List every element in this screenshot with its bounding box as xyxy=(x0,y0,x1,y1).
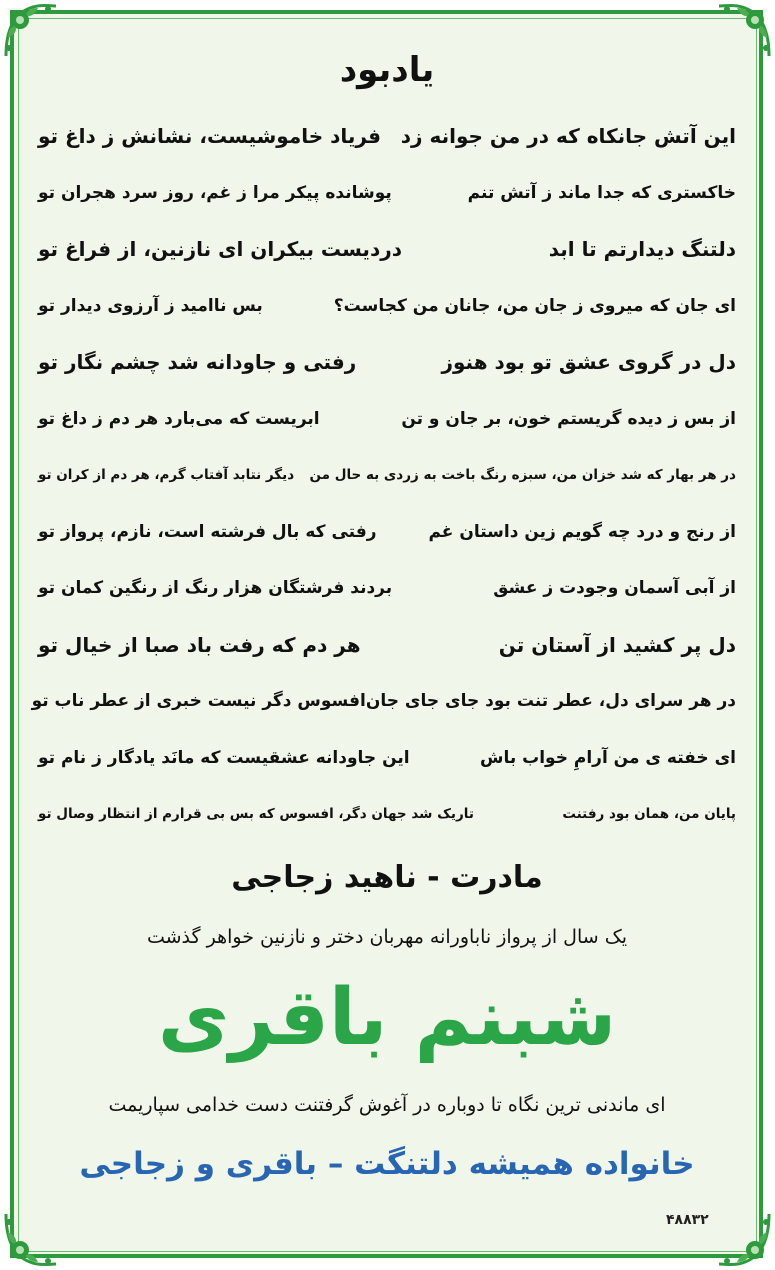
verse xyxy=(38,391,736,448)
verse xyxy=(31,673,736,730)
verse xyxy=(38,334,736,391)
verse-second-hemistich: بس ناامید ز آرزوی دیدار تو xyxy=(38,295,263,316)
verse-first-hemistich: دلتنگ دیدارتم تا ابد xyxy=(548,237,736,262)
notice-title: یادبود xyxy=(339,50,435,90)
verse-second-hemistich: این جاودانه عشقیست که مانَد یادگار ز نام تو xyxy=(38,747,410,768)
anniversary-line: یک سال از پرواز ناباورانه مهربان دختر و نازنین خواهر گذشت xyxy=(146,926,628,948)
mother-signature: مادرت - ناهید زجاجی xyxy=(231,860,543,895)
verse xyxy=(38,278,736,335)
verse-first-hemistich: در هر بهار که شد خزان من، سبزه رنگ باخت به زردی به حال من xyxy=(309,467,736,484)
verse-first-hemistich: پایان من، همان بود رفتنت xyxy=(562,806,736,823)
notice-content xyxy=(31,0,736,1270)
verse xyxy=(38,504,736,561)
verse xyxy=(38,108,736,165)
farewell-line: ای ماندنی ترین نگاه تا دوباره در آغوش گرفتنت دست خدامی سپاریمت xyxy=(108,1094,666,1116)
verse-second-hemistich: هر دم که رفت باد صبا از خیال تو xyxy=(38,632,361,657)
verse-second-hemistich: فریاد خاموشیست، نشانش ز داغ تو xyxy=(38,124,381,149)
verse-first-hemistich: ای خفته ی من آرامِ خواب باش xyxy=(479,747,736,768)
verse-first-hemistich: در هر سرای دل، عطر تنت بود جای جای جان xyxy=(365,691,736,712)
verse-second-hemistich: پوشانده پیکر مرا ز غم، روز سرد هجران تو xyxy=(38,182,392,203)
verse-first-hemistich: از آبی آسمان وجودت ز عشق xyxy=(493,578,736,599)
family-signature: خانواده همیشه دلتنگت – باقری و زجاجی xyxy=(79,1146,695,1182)
verse-first-hemistich: دل در گروی عشق تو بود هنوز xyxy=(441,350,736,375)
verse-first-hemistich: از بس ز دیده گریستم خون، بر جان و تن xyxy=(401,408,736,429)
verse-second-hemistich: تاریک شد جهان دگر، افسوس که بس بی قرارم از انتظار وصال تو xyxy=(38,806,474,823)
verse xyxy=(38,560,736,617)
verse xyxy=(38,221,736,278)
verse-first-hemistich: این آتش جانکاه که در من جوانه زد xyxy=(400,124,736,149)
verse-first-hemistich: دل پر کشید از آستان تن xyxy=(498,632,736,657)
verse-second-hemistich: دردیست بیکران ای نازنین، از فراغ تو xyxy=(38,237,402,262)
verse-second-hemistich: رفتی که بال فرشته است، نازم، پرواز تو xyxy=(38,521,377,542)
deceased-name: شبنم باقری xyxy=(157,973,617,1063)
verse xyxy=(38,165,736,222)
verse-first-hemistich: خاکستری که جدا ماند ز آتش تنم xyxy=(467,182,736,203)
verse-second-hemistich: ابریست که می‌بارد هر دم ز داغ تو xyxy=(38,408,320,429)
verse-first-hemistich: ای جان که میروی ز جان من، جانان من کجاست؟ xyxy=(333,295,736,316)
ad-code: ۴۸۸۳۲ xyxy=(666,1212,709,1228)
verse xyxy=(38,730,736,787)
verse-second-hemistich: رفتی و جاودانه شد چشم نگار تو xyxy=(38,350,357,375)
poem xyxy=(31,108,736,843)
verse-first-hemistich: از رنج و درد چه گویم زین داستان غم xyxy=(428,521,736,542)
verse-second-hemistich: افسوس دگر نیست خبری از عطر ناب تو xyxy=(31,691,366,712)
verse-second-hemistich: دیگر نتابد آفتاب گرم، هر دم از کران تو xyxy=(38,467,295,484)
verse xyxy=(38,617,736,674)
verse xyxy=(38,786,736,843)
verse xyxy=(38,447,736,504)
verse-second-hemistich: بردند فرشتگان هزار رنگ از رنگین کمان تو xyxy=(38,578,393,599)
